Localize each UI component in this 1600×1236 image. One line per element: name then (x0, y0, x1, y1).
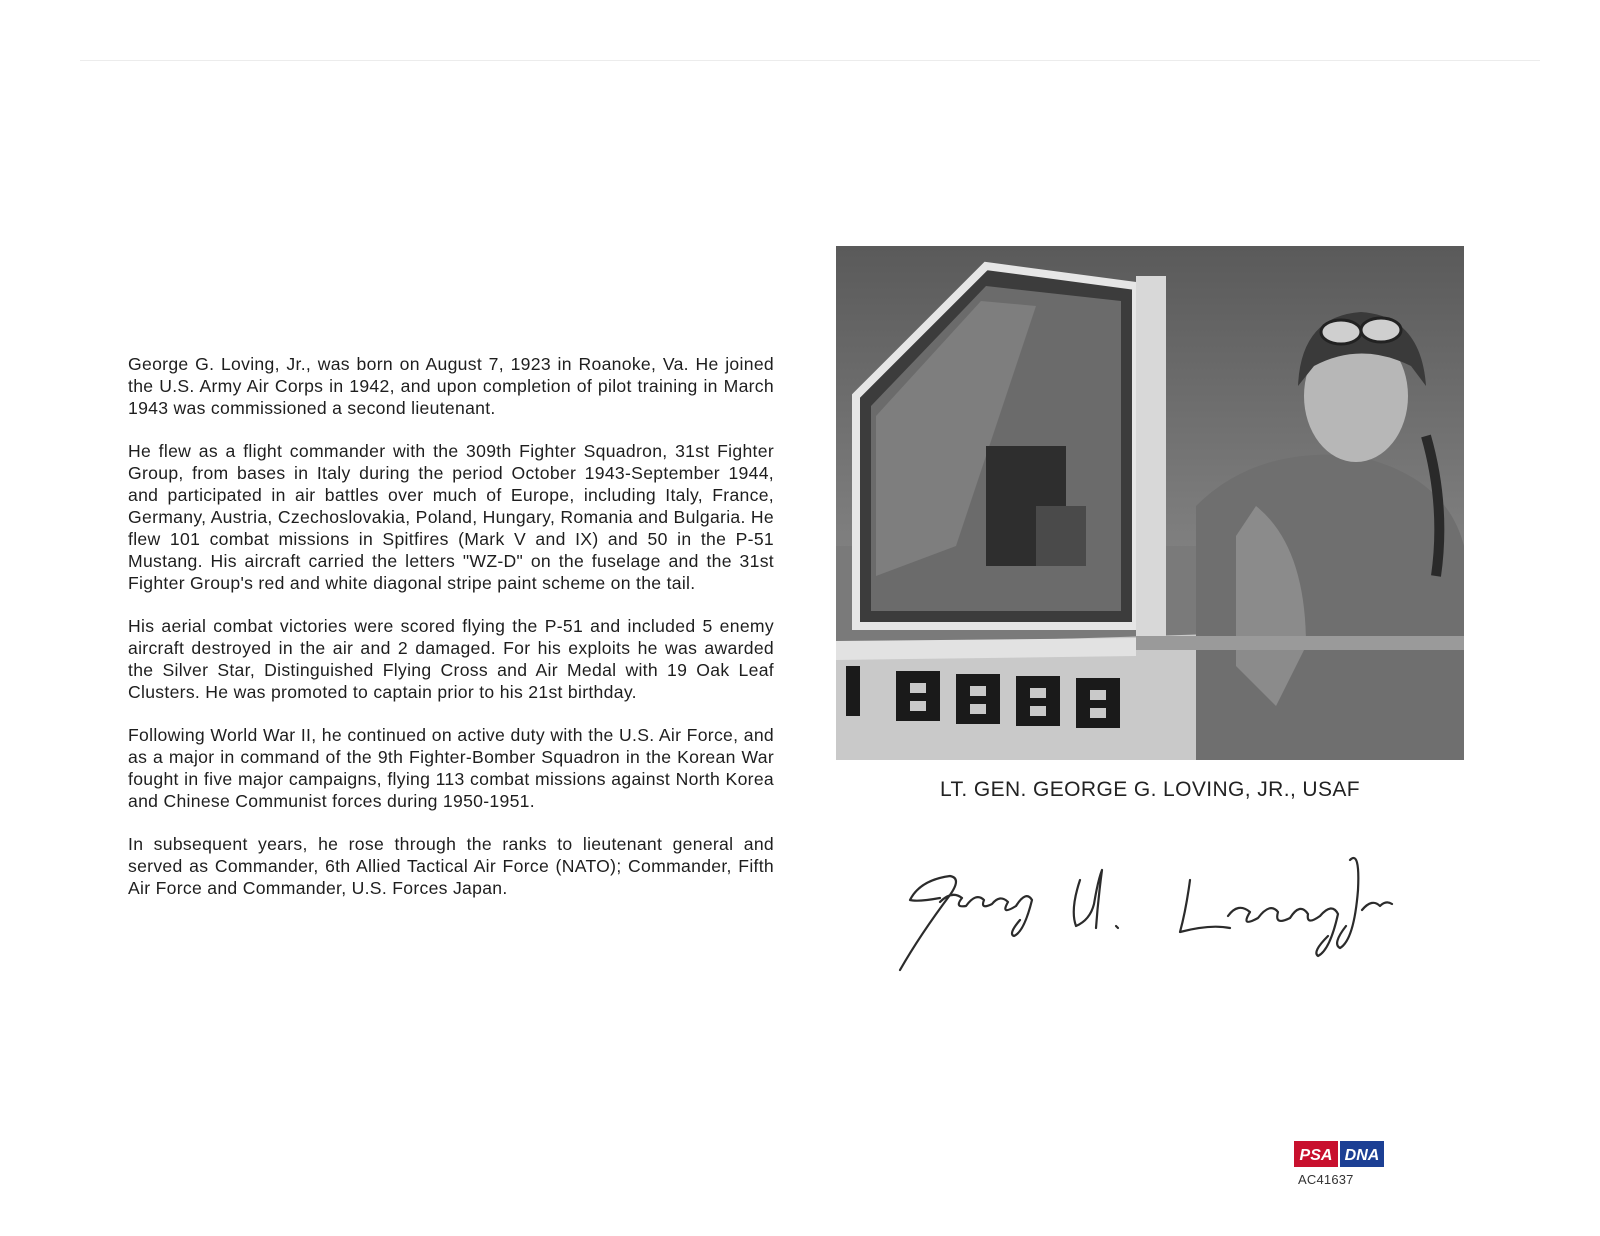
page-edge-line (80, 60, 1540, 61)
psa-dna-logo (1294, 1141, 1384, 1167)
handwritten-signature (880, 840, 1440, 980)
photo-caption: LT. GEN. GEORGE G. LOVING, JR., USAF (939, 778, 1361, 801)
bio-paragraph: His aerial combat victories were scored flying the P-51 and included 5 enemy aircraft destroyed in the air and 2 damaged. For his exploits he was awarded the Silver Star, Distinguished Flying Cross and Air Medal with 19 Oak Leaf Clusters. He was promoted to captain prior to his 21st birthday. (128, 616, 774, 702)
logo-text-right: DNA (1344, 1147, 1380, 1164)
signature-drawing (880, 840, 1440, 980)
bio-paragraph: Following World War II, he continued on active duty with the U.S. Air Force, and as a major in command of the 9th Fighter-Bomber Squadron in the Korean War fought in five major campaigns, flying 113 combat missions against North Korea and Chinese Communist forces during 1950-1951. (128, 725, 774, 811)
pilot-cockpit-photo (836, 246, 1464, 760)
photo-illustration (836, 246, 1464, 760)
bio-paragraph: In subsequent years, he rose through the ranks to lieutenant general and served as Commander, 6th Allied Tactical Air Force (NATO); Commander, Fifth Air Force and Commander, U.S. Forces Japan. (128, 834, 774, 898)
logo-text-left: PSA (1299, 1147, 1333, 1164)
bio-paragraph: He flew as a flight commander with the 309th Fighter Squadron, 31st Fighter Group, from bases in Italy during the period October 1943-September 1944, and participated in air battles over much of Europe, including Italy, France, Germany, Austria, Czechoslovakia, Poland, Hungary, Romania and Bulgaria. He flew 101 combat missions in Spitfires (Mark V and IX) and 50 in the P-51 Mustang. His aircraft carried the letters "WZ-D" on the fuselage and the 31st Fighter Group's red and white diagonal stripe paint scheme on the tail. (128, 441, 774, 593)
authentication-code: AC41637 (1298, 1172, 1354, 1187)
biography-text (128, 353, 774, 920)
bio-paragraph: George G. Loving, Jr., was born on August 7, 1923 in Roanoke, Va. He joined the U.S. Army Air Corps in 1942, and upon completion of pilot training in March 1943 was commissioned a second lieutenant. (128, 354, 774, 418)
